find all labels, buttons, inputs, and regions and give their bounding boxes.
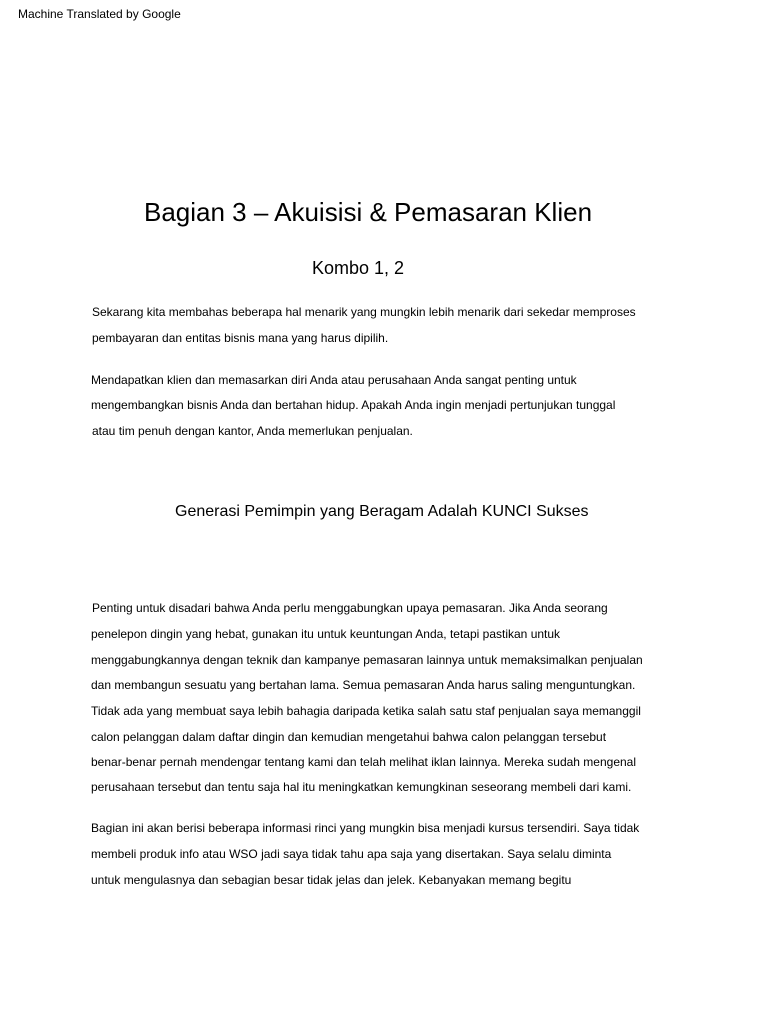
paragraph-line: Penting untuk disadari bahwa Anda perlu menggabungkan upaya pemasaran. Jika Anda seorang: [92, 601, 608, 615]
page-title: Bagian 3 – Akuisisi & Pemasaran Klien: [144, 197, 593, 227]
paragraph-line: Sekarang kita membahas beberapa hal menarik yang mungkin lebih menarik dari sekedar memproses: [92, 305, 636, 319]
paragraph-line: pembayaran dan entitas bisnis mana yang harus dipilih.: [92, 331, 389, 345]
paragraph-line: untuk mengulasnya dan sebagian besar tidak jelas dan jelek. Kebanyakan memang begitu: [91, 873, 572, 887]
paragraph-line: Bagian ini akan berisi beberapa informasi rinci yang mungkin bisa menjadi kursus tersendiri. Saya tidak: [91, 821, 640, 835]
machine-translation-banner: Machine Translated by Google: [18, 7, 181, 21]
paragraph-line: benar-benar pernah mendengar tentang kami dan telah melihat iklan lainnya. Mereka sudah mengenal: [91, 755, 637, 769]
paragraph-line: penelepon dingin yang hebat, gunakan itu untuk keuntungan Anda, tetapi pastikan untuk: [91, 627, 561, 641]
paragraph-line: atau tim penuh dengan kantor, Anda memerlukan penjualan.: [92, 424, 413, 438]
paragraph-line: dan membangun sesuatu yang bertahan lama. Semua pemasaran Anda harus saling menguntungkan.: [91, 678, 636, 692]
section-heading: Generasi Pemimpin yang Beragam Adalah KUNCI Sukses: [175, 503, 589, 520]
paragraph-line: perusahaan tersebut dan tentu saja hal itu meningkatkan kemungkinan seseorang membeli dari kami.: [91, 780, 632, 794]
page-subtitle: Kombo 1, 2: [312, 258, 405, 278]
paragraph-line: Mendapatkan klien dan memasarkan diri Anda atau perusahaan Anda sangat penting untuk: [91, 373, 577, 387]
paragraph-line: Tidak ada yang membuat saya lebih bahagia daripada ketika salah satu staf penjualan saya memanggil: [91, 704, 641, 718]
paragraph-line: menggabungkannya dengan teknik dan kampanye pemasaran lainnya untuk memaksimalkan penjualan: [91, 653, 643, 667]
paragraph-line: mengembangkan bisnis Anda dan bertahan hidup. Apakah Anda ingin menjadi pertunjukan tunggal: [91, 398, 616, 412]
paragraph-line: membeli produk info atau WSO jadi saya tidak tahu apa saja yang disertakan. Saya selalu diminta: [91, 847, 612, 861]
paragraph-line: calon pelanggan dalam daftar dingin dan kemudian mengetahui bahwa calon pelanggan tersebut: [91, 730, 607, 744]
